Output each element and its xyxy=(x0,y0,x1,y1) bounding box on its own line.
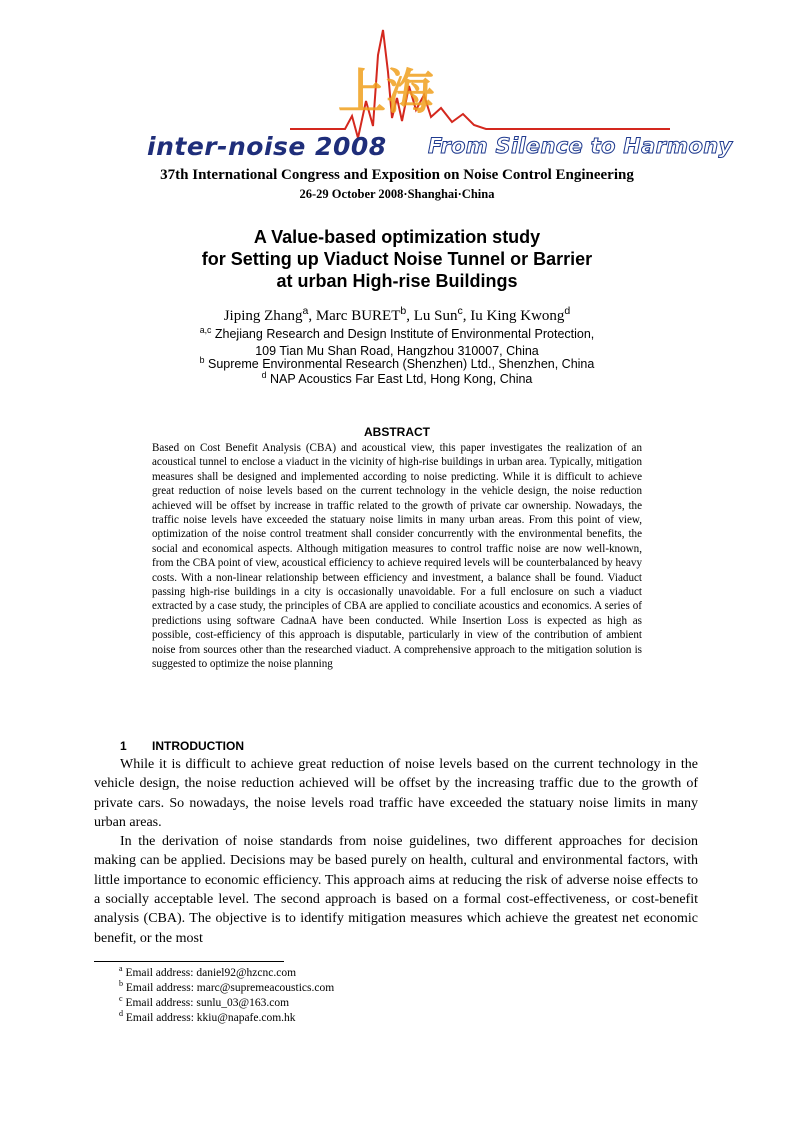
section-number: 1 xyxy=(120,739,127,753)
paper-title-line: for Setting up Viaduct Noise Tunnel or Barrier xyxy=(201,249,593,269)
footnote: $^c$ Email address: sunlu_03@163.com xyxy=(119,994,290,1009)
paragraph: While it is difficult to achieve great reduction of noise levels based on the current technology in the vehicle design, the noise reduction achieved will be offset by the increasing traffic due to the growth of private cars. So nowadays, the noise levels road traffic have exceeded the statuary noise limits in many urban areas. xyxy=(94,757,698,830)
author-name: Marc BURET xyxy=(315,308,401,324)
author-name: Jiping Zhang xyxy=(223,308,303,324)
section-title: INTRODUCTION xyxy=(152,739,244,753)
affiliation: $^d$ NAP Acoustics Far East Ltd, Hong Kong, China xyxy=(261,369,533,386)
paper-title xyxy=(0,226,794,292)
paragraph: In the derivation of noise standards from noise guidelines, two different approaches for decision making can be applied. Decisions may be based purely on health, cultural and environmental factors, with little importance to economic efficiency. This approach aims at reducing the risk of adverse noise effects to a socially acceptable level. The second approach is based on a formal cost-effectiveness, or cost-benefit analysis (CBA). The objective is to identify mitigation measures which achieve the greatest net economic benefit, or the most xyxy=(94,834,698,946)
paper-title-line: at urban High-rise Buildings xyxy=(276,271,518,291)
paper-title-line: A Value-based optimization study xyxy=(253,227,541,247)
affiliation: 109 Tian Mu Shan Road, Hangzhou 310007, China xyxy=(255,344,539,358)
affiliation: $^{a,c}$ Zhejiang Research and Design Institute of Environmental Protection, xyxy=(199,324,595,341)
brand-name: inter-noise 2008 xyxy=(147,132,387,161)
logo-glyphs: 上海 xyxy=(338,64,435,120)
author-name: Iu King Kwong xyxy=(470,308,565,324)
abstract-heading: ABSTRACT xyxy=(364,425,430,439)
conference-banner xyxy=(0,0,794,170)
conference-date: 26-29 October 2008·Shanghai·China xyxy=(299,187,495,201)
slogan: From Silence to Harmony xyxy=(428,134,733,158)
footnote-rule xyxy=(94,961,284,962)
footnote: $^d$ Email address: kkiu@napafe.com.hk xyxy=(119,1009,296,1024)
abstract-text: Based on Cost Benefit Analysis (CBA) and acoustical view, this paper investigates the realization of an acoustical tunnel to enclose a viaduct in the vicinity of high-rise buildings in urban area. Typically, mitigation measures shall be designed and implemented according to noise predicting. While it is difficult to achieve great reduction of noise levels based on the current technology in the vehicle design, the noise reduction achieved will be offset by increase in traffic related to the growth of private car ownership. Nowadays, the traffic noise levels have exceeded the statuary noise limits in many urban areas. From this point of view, optimization of the noise control treatment shall consider concurrently with the environmental benefits, the social and economical aspects. Although mitigation measures to control traffic noise are now well-known, from the CBA point of view, acoustical efficiency to achieve required levels will be counterbalanced by heavy costs. With a non-linear relationship between efficiency and investment, a balance shall be found. Viaduct passing high-rise buildings in a city is occasionally unavoidable. For a full enclosure on such a viaduct extracted by a case study, the principles of CBA are applied to conciliate acoustics and economics. A series of predictions using software CadnaA have been conducted. While Insertion Loss is expected as high as possible, cost-efficiency of this approach is disputable, particularly in view of the contribution of ambient noise from sources other than the researched viaduct. A comprehensive approach to the mitigation solution is suggested to optimize the noise planning xyxy=(152,442,642,671)
author-list: Jiping Zhang$^a$, Marc BURET$^b$, Lu Sun$^c$, Iu King Kwong$^d$ xyxy=(223,305,571,324)
body-text xyxy=(94,755,698,948)
conference-title: 37th International Congress and Exposition on Noise Control Engineering xyxy=(160,167,634,183)
footnote: $^b$ Email address: marc@supremeacoustics.com xyxy=(119,979,335,994)
author-name: Lu Sun xyxy=(413,308,458,324)
footnote: $^a$ Email address: daniel92@hzcnc.com xyxy=(119,964,297,979)
affiliation: $^b$ Supreme Environmental Research (Shenzhen) Ltd., Shenzhen, China xyxy=(199,354,595,371)
